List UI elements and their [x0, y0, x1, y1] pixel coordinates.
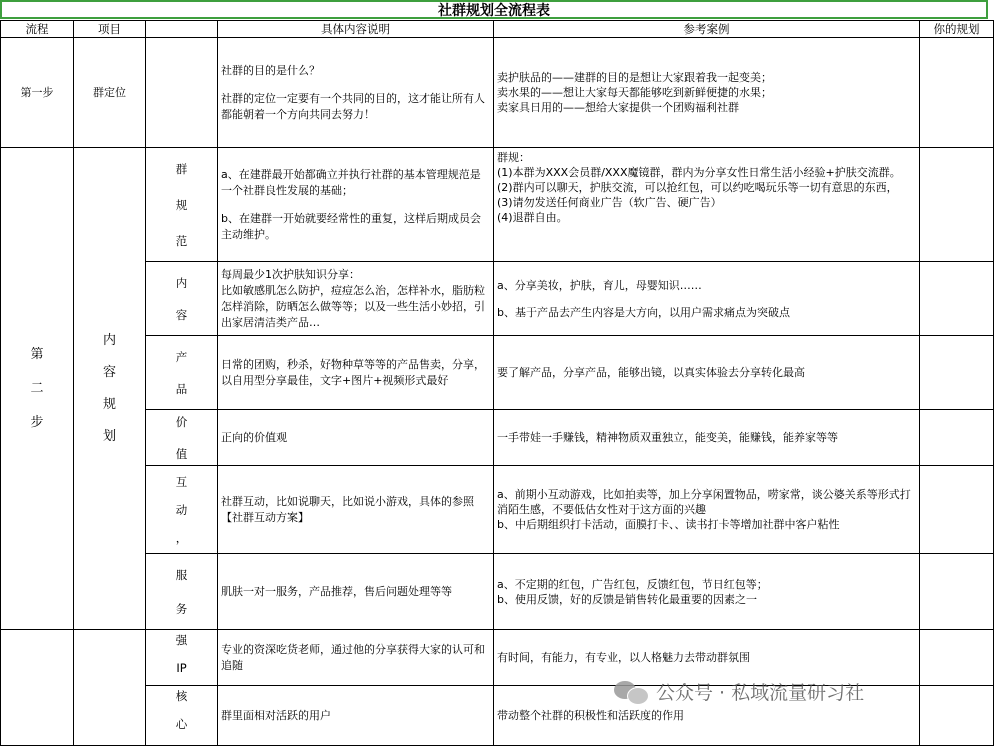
desc-cell: a、在建群最开始都确立并执行社群的基本管理规范是一个社群良性发展的基础； b、在建群一开始就要经常性的重复，这样后期成员会主动维护。 [218, 148, 494, 262]
desc-cell: 每周最少1次护肤知识分享： 比如敏感肌怎么防护，痘痘怎么治，怎样补水，脂肪粒怎样消除，防晒怎么做等等；以及一些生活小妙招，引出家居清洁类产品… [218, 262, 494, 336]
plan-cell[interactable] [920, 686, 994, 746]
desc-cell: 群里面相对活跃的用户 [218, 686, 494, 746]
table-row [1, 38, 994, 148]
desc-cell: 社群互动，比如说聊天，比如说小游戏，具体的参照【社群互动方案】 [218, 466, 494, 554]
example-cell: a、分享美妆，护肤，育儿，母婴知识…… b、基于产品去产生内容是大方向，以用户需求痛点为突破点 [494, 262, 920, 336]
sheet-title: 社群规划全流程表 [0, 0, 988, 19]
watermark [614, 678, 864, 705]
flow-cell [1, 630, 74, 746]
sub-label-value: 价 值 [146, 410, 218, 466]
sub-label-ip: 强 IP [146, 630, 218, 686]
table-row [1, 262, 994, 336]
watermark-text: 公众号 · 私域流量研习社 [656, 682, 865, 704]
table-row [1, 148, 994, 262]
header-example: 参考案例 [494, 21, 920, 38]
item-cell [74, 630, 146, 746]
example-cell: 要了解产品，分享产品，能够出镜，以真实体验去分享转化最高 [494, 336, 920, 410]
sub-label-product: 产 品 [146, 336, 218, 410]
item-cell: 内 容 规 划 [74, 148, 146, 630]
sub-label-interaction: 互 动 ， [146, 466, 218, 554]
example-cell: 群规： (1)本群为XXX会员群/XXX魔镜群，群内为分享女性日常生活小经验+护肤交流群。 (2)群内可以聊天，护肤交流，可以抢红包，可以约吃喝玩乐等一切有意思的东西， (3)请勿发送任何商业广告（软广告、硬广告） (4)退群自由。 [494, 148, 920, 262]
header-flow: 流程 [1, 21, 74, 38]
desc-cell: 专业的资深吃货老师，通过他的分享获得大家的认可和追随 [218, 630, 494, 686]
flow-cell: 第一步 [1, 38, 74, 148]
plan-cell[interactable] [920, 630, 994, 686]
header-desc: 具体内容说明 [218, 21, 494, 38]
desc-cell: 肌肤一对一服务，产品推荐，售后问题处理等等 [218, 554, 494, 630]
header-row [1, 21, 994, 38]
sub-label-service: 服 务 [146, 554, 218, 630]
plan-cell[interactable] [920, 554, 994, 630]
example-cell: a、不定期的红包，广告红包，反馈红包，节日红包等； b、使用反馈，好的反馈是销售转化最重要的因素之一 [494, 554, 920, 630]
sub-label-core: 核 心 [146, 686, 218, 746]
desc-cell: 社群的目的是什么？ 社群的定位一定要有一个共同的目的，这才能让所有人都能朝着一个方向共同去努力！ [218, 38, 494, 148]
header-plan: 你的规划 [920, 21, 994, 38]
sub-label-content: 内 容 [146, 262, 218, 336]
sub-cell [146, 38, 218, 148]
plan-cell[interactable] [920, 336, 994, 410]
flow-cell: 第 二 步 [1, 148, 74, 630]
table-row [1, 554, 994, 630]
plan-cell[interactable] [920, 148, 994, 262]
table-row [1, 336, 994, 410]
example-cell: 卖护肤品的——建群的目的是想让大家跟着我一起变美； 卖水果的——想让大家每天都能够吃到新鲜便捷的水果； 卖家具日用的——想给大家提供一个团购福利社群 [494, 38, 920, 148]
desc-cell: 正向的价值观 [218, 410, 494, 466]
item-cell: 群定位 [74, 38, 146, 148]
desc-cell: 日常的团购，秒杀，好物种草等等的产品售卖，分享，以自用型分享最佳，文字+图片+视频形式最好 [218, 336, 494, 410]
example-cell: a、前期小互动游戏，比如拍卖等，加上分享闲置物品，唠家常，谈公婆关系等形式打消陌生感，不要低估女性对于这方面的兴趣 b、中后期组织打卡活动，面膜打卡、、读书打卡等增加社群中客户粘性 [494, 466, 920, 554]
example-cell: 有时间，有能力，有专业，以人格魅力去带动群氛围 [494, 630, 920, 686]
header-sub [146, 21, 218, 38]
example-cell: 一手带娃一手赚钱，精神物质双重独立，能变美，能赚钱，能养家等等 [494, 410, 920, 466]
plan-table [0, 20, 994, 746]
table-row [1, 466, 994, 554]
plan-cell[interactable] [920, 466, 994, 554]
example-cell: 带动整个社群的积极性和活跃度的作用 [494, 686, 920, 746]
plan-cell[interactable] [920, 410, 994, 466]
table-row [1, 410, 994, 466]
wechat-icon [614, 679, 648, 705]
plan-cell[interactable] [920, 262, 994, 336]
plan-cell[interactable] [920, 38, 994, 148]
header-item: 项目 [74, 21, 146, 38]
sub-label-rules: 群 规 范 [146, 148, 218, 262]
